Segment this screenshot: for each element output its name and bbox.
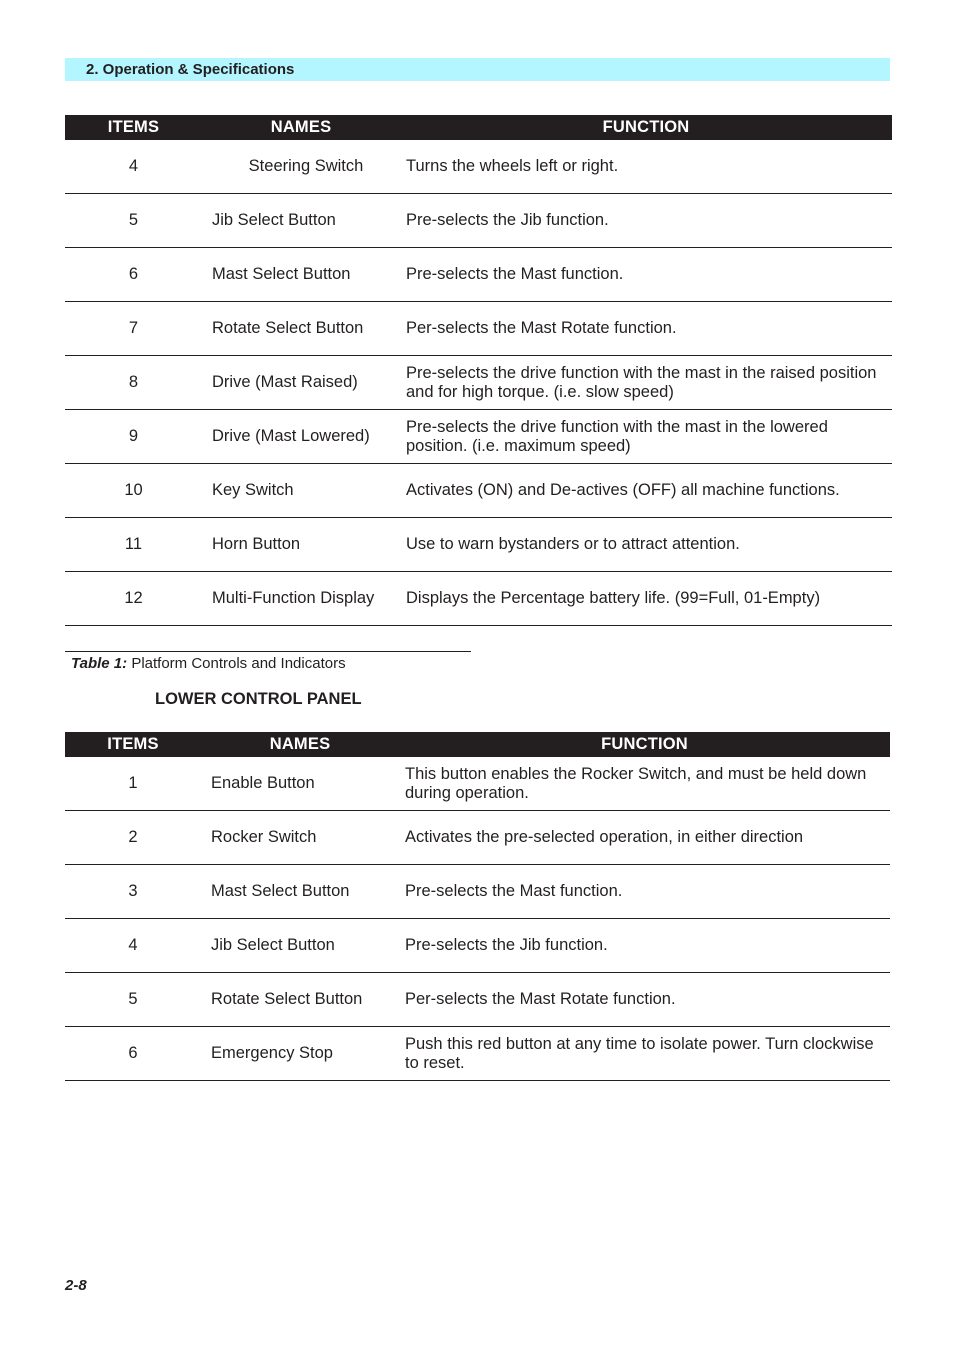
control-function: Push this red button at any time to isolate power. Turn clockwise to reset. <box>399 1027 890 1081</box>
control-function: Use to warn bystanders or to attract attention. <box>400 518 892 572</box>
control-name: Mast Select Button <box>202 248 400 302</box>
caption-text: Platform Controls and Indicators <box>131 655 346 672</box>
control-function: Pre-selects the Mast function. <box>400 248 892 302</box>
table-row <box>65 811 890 865</box>
table-header-row <box>65 115 892 140</box>
column-header-names: NAMES <box>201 732 399 757</box>
item-number: 7 <box>65 302 202 356</box>
table-row <box>65 973 890 1027</box>
item-number: 6 <box>65 1027 201 1081</box>
control-function: Pre-selects the Jib function. <box>400 194 892 248</box>
item-number: 8 <box>65 356 202 410</box>
table-caption <box>71 655 346 672</box>
control-function: Pre-selects the drive function with the mast in the raised position and for high torque. (i.e. slow speed) <box>400 356 892 410</box>
control-name: Rocker Switch <box>201 811 399 865</box>
table-body <box>65 140 892 626</box>
control-name: Jib Select Button <box>202 194 400 248</box>
table-row <box>65 356 892 410</box>
control-name: Emergency Stop <box>201 1027 399 1081</box>
item-number: 9 <box>65 410 202 464</box>
table-body <box>65 757 890 1081</box>
item-number: 10 <box>65 464 202 518</box>
item-number: 4 <box>65 140 202 194</box>
control-name: Enable Button <box>201 757 399 811</box>
table-row <box>65 518 892 572</box>
control-name: Horn Button <box>202 518 400 572</box>
item-number: 1 <box>65 757 201 811</box>
column-header-items: ITEMS <box>65 732 201 757</box>
control-function: This button enables the Rocker Switch, and must be held down during operation. <box>399 757 890 811</box>
table-row <box>65 572 892 626</box>
column-header-function: FUNCTION <box>400 115 892 140</box>
item-number: 3 <box>65 865 201 919</box>
table-row <box>65 302 892 356</box>
control-name: Mast Select Button <box>201 865 399 919</box>
control-function: Pre-selects the drive function with the mast in the lowered position. (i.e. maximum speed) <box>400 410 892 464</box>
item-number: 5 <box>65 973 201 1027</box>
control-name: Drive (Mast Raised) <box>202 356 400 410</box>
control-function: Displays the Percentage battery life. (99=Full, 01-Empty) <box>400 572 892 626</box>
column-header-names: NAMES <box>202 115 400 140</box>
control-name: Key Switch <box>202 464 400 518</box>
item-number: 6 <box>65 248 202 302</box>
table-row <box>65 1027 890 1081</box>
section-header: 2. Operation & Specifications <box>65 58 890 81</box>
control-function: Pre-selects the Jib function. <box>399 919 890 973</box>
item-number: 4 <box>65 919 201 973</box>
table-row <box>65 757 890 811</box>
control-function: Activates the pre-selected operation, in either direction <box>399 811 890 865</box>
control-name: Rotate Select Button <box>202 302 400 356</box>
control-name: Jib Select Button <box>201 919 399 973</box>
table-row <box>65 919 890 973</box>
table-row <box>65 410 892 464</box>
control-function: Turns the wheels left or right. <box>400 140 892 194</box>
control-name: Multi-Function Display <box>202 572 400 626</box>
control-name: Steering Switch <box>202 140 400 194</box>
caption-divider <box>65 651 471 652</box>
table-row <box>65 865 890 919</box>
table-row <box>65 464 892 518</box>
control-function: Activates (ON) and De-actives (OFF) all machine functions. <box>400 464 892 518</box>
lower-control-panel-heading: LOWER CONTROL PANEL <box>155 690 362 708</box>
control-name: Rotate Select Button <box>201 973 399 1027</box>
table-row <box>65 194 892 248</box>
control-function: Per-selects the Mast Rotate function. <box>400 302 892 356</box>
control-function: Per-selects the Mast Rotate function. <box>399 973 890 1027</box>
platform-controls-table <box>65 115 892 626</box>
column-header-function: FUNCTION <box>399 732 890 757</box>
item-number: 12 <box>65 572 202 626</box>
page-number: 2-8 <box>65 1277 87 1294</box>
table-row <box>65 248 892 302</box>
item-number: 2 <box>65 811 201 865</box>
lower-control-panel-table <box>65 732 890 1081</box>
control-function: Pre-selects the Mast function. <box>399 865 890 919</box>
caption-label: Table 1: <box>71 655 128 672</box>
column-header-items: ITEMS <box>65 115 202 140</box>
item-number: 11 <box>65 518 202 572</box>
item-number: 5 <box>65 194 202 248</box>
table-row <box>65 140 892 194</box>
control-name: Drive (Mast Lowered) <box>202 410 400 464</box>
table-header-row <box>65 732 890 757</box>
